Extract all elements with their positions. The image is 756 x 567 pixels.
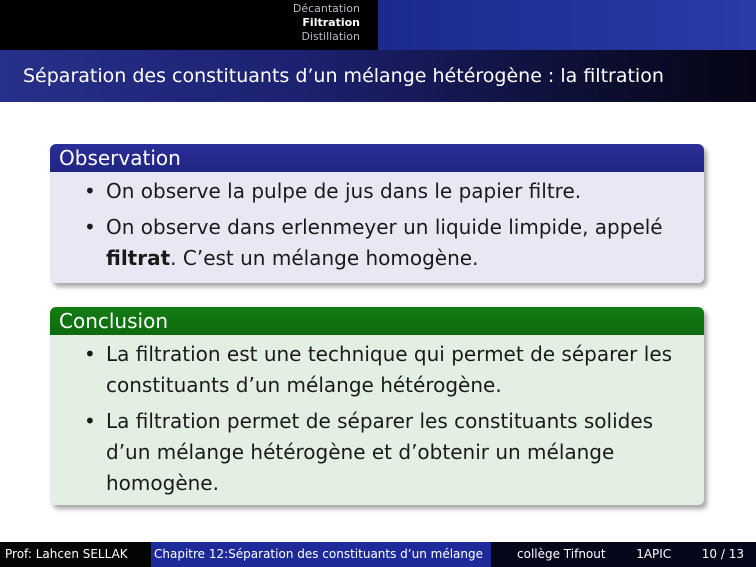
nav-section-decantation[interactable]: Décantation [292, 2, 360, 15]
conclusion-list [50, 335, 704, 505]
section-navigation-bar [0, 0, 756, 50]
footer-author: Prof: Lahcen SELLAK [0, 542, 151, 567]
observation-list [50, 172, 704, 282]
slide-title: Séparation des constituants d’un mélange hétérogène : la filtration [0, 50, 756, 102]
nav-section-filtration[interactable]: Filtration [302, 16, 360, 29]
list-item: • La filtration est une technique qui permet de séparer les constituants d’un mélange hétérogène. [106, 339, 680, 401]
footer-level: 1APIC [636, 547, 672, 561]
bullet-icon: • [84, 179, 96, 203]
footer-chapter: Chapitre 12:Séparation des constituants d’un mélange [151, 542, 491, 567]
list-item: • On observe la pulpe de jus dans le papier filtre. [106, 176, 680, 207]
list-item: • La filtration permet de séparer les constituants solides d’un mélange hétérogène et d’obtenir un mélange homogène. [106, 406, 680, 499]
observation-block [50, 144, 704, 283]
section-list [280, 0, 378, 50]
bullet-icon: • [84, 409, 96, 433]
bullet-icon: • [84, 342, 96, 366]
conclusion-block [50, 307, 704, 505]
nav-section-distillation[interactable]: Distillation [301, 30, 360, 43]
footer-school: collège Tifnout [517, 547, 606, 561]
footer-bar [0, 542, 756, 567]
bullet-icon: • [84, 215, 96, 239]
list-item: • On observe dans erlenmeyer un liquide limpide, appelé filtrat. C’est un mélange homogène. [106, 212, 680, 274]
conclusion-block-title: Conclusion [50, 307, 704, 335]
footer-page-number: 10 / 13 [701, 547, 744, 561]
filtrat-term: filtrat [106, 246, 171, 270]
observation-block-title: Observation [50, 144, 704, 172]
